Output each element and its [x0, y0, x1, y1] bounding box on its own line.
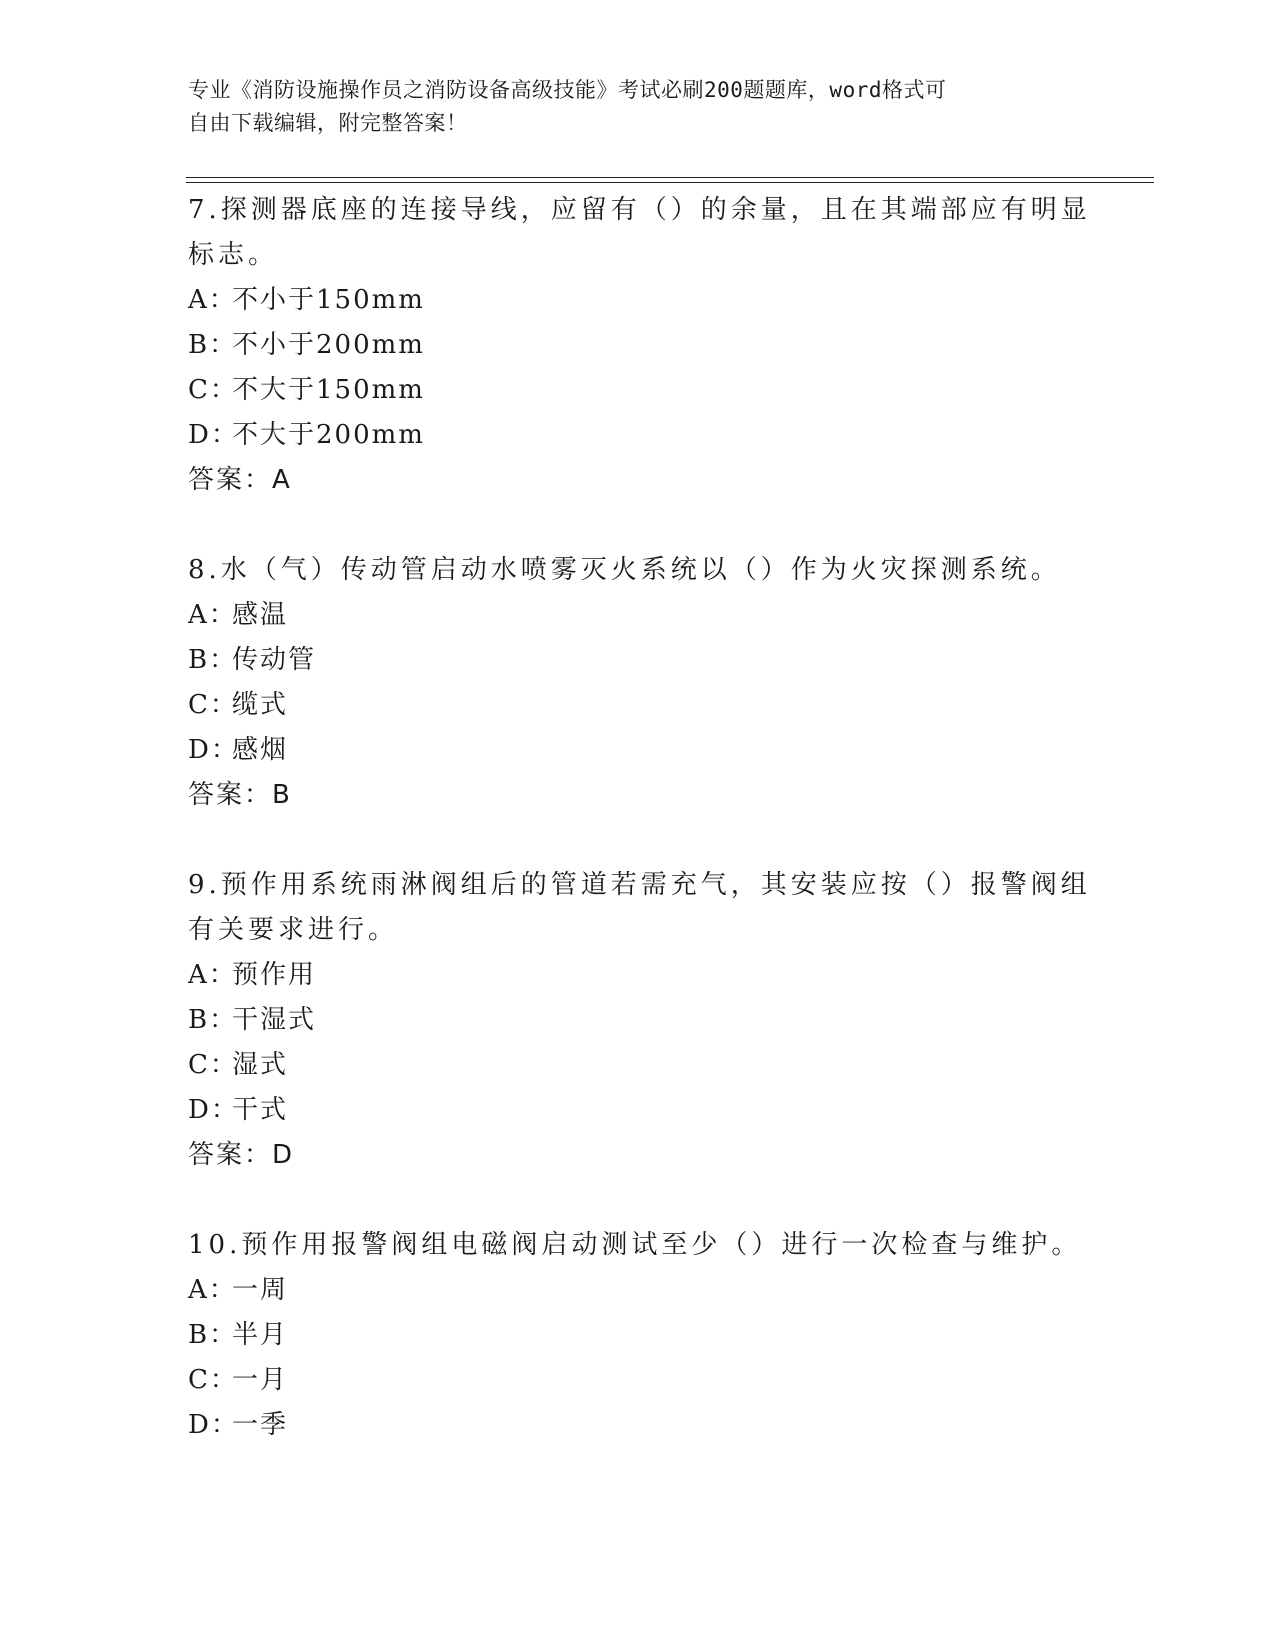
- spacer: [188, 1178, 1088, 1223]
- option-d: [188, 413, 1088, 458]
- answer-label: 答案：D: [188, 1140, 295, 1170]
- header-line-2: 自由下载编辑，附完整答案！: [188, 111, 468, 135]
- option-text: 干式: [232, 1095, 289, 1125]
- option-key: A：: [188, 285, 237, 315]
- question-8: [188, 548, 1088, 818]
- option-key: A：: [188, 1275, 237, 1305]
- option-c: [188, 1043, 1088, 1088]
- option-text: 一周: [232, 1275, 289, 1305]
- question-9: [188, 863, 1091, 1178]
- question-10: [188, 1223, 1088, 1448]
- question-stem: [188, 863, 1091, 953]
- option-text: 感温: [232, 600, 289, 630]
- option-key: D：: [188, 1410, 239, 1440]
- stem-line: 8.水（气）传动管启动水喷雾灭火系统以（）作为火灾探测系统。: [188, 555, 1061, 585]
- stem-line: 10.预作用报警阀组电磁阀启动测试至少（）进行一次检查与维护。: [188, 1230, 1082, 1260]
- header-divider-top: [186, 177, 1154, 178]
- question-list: [188, 188, 1091, 1448]
- option-a: [188, 1268, 1088, 1313]
- option-text: 感烟: [232, 735, 289, 765]
- option-key: A：: [188, 600, 237, 630]
- answer-label: 答案：B: [188, 780, 292, 810]
- option-key: C：: [188, 690, 238, 720]
- stem-line: 标志。: [188, 240, 279, 270]
- option-key: D：: [188, 1095, 239, 1125]
- option-a: [188, 953, 1088, 998]
- option-text: 干湿式: [232, 1005, 317, 1035]
- option-d: [188, 728, 1088, 773]
- stem-line: 9.预作用系统雨淋阀组后的管道若需充气，其安装应按（）报警阀组: [188, 870, 1091, 900]
- option-text: 一季: [232, 1410, 289, 1440]
- spacer: [188, 503, 1088, 548]
- stem-line: 有关要求进行。: [188, 915, 399, 945]
- option-key: C：: [188, 1050, 238, 1080]
- option-key: B：: [188, 1320, 238, 1350]
- option-text: 湿式: [232, 1050, 289, 1080]
- option-b: [188, 1313, 1088, 1358]
- question-7: [188, 188, 1091, 503]
- option-text: 不小于200mm: [232, 330, 425, 360]
- option-b: [188, 323, 1088, 368]
- option-text: 一月: [232, 1365, 289, 1395]
- option-key: B：: [188, 645, 238, 675]
- option-key: C：: [188, 1365, 238, 1395]
- option-key: A：: [188, 960, 237, 990]
- question-stem: [188, 548, 1088, 593]
- spacer: [188, 818, 1088, 863]
- header-divider-bottom: [186, 182, 1154, 183]
- option-c: [188, 368, 1088, 413]
- option-text: 不小于150mm: [232, 285, 425, 315]
- option-key: B：: [188, 1005, 238, 1035]
- option-text: 预作用: [232, 960, 317, 990]
- option-key: C：: [188, 375, 238, 405]
- question-stem: [188, 1223, 1088, 1268]
- option-d: [188, 1088, 1088, 1133]
- question-stem: [188, 188, 1091, 278]
- option-b: [188, 638, 1088, 683]
- option-d: [188, 1403, 1088, 1448]
- option-key: D：: [188, 420, 239, 450]
- option-text: 传动管: [232, 645, 317, 675]
- option-text: 缆式: [232, 690, 289, 720]
- stem-line: 7.探测器底座的连接导线，应留有（）的余量，且在其端部应有明显: [188, 195, 1091, 225]
- option-text: 半月: [232, 1320, 289, 1350]
- option-b: [188, 998, 1088, 1043]
- option-text: 不大于150mm: [232, 375, 425, 405]
- option-c: [188, 683, 1088, 728]
- option-text: 不大于200mm: [232, 420, 425, 450]
- header-line-1: 专业《消防设施操作员之消防设备高级技能》考试必刷200题题库，word格式可: [188, 78, 947, 102]
- option-key: B：: [188, 330, 238, 360]
- option-c: [188, 1358, 1088, 1403]
- option-a: [188, 593, 1088, 638]
- document-header: [188, 74, 1068, 140]
- answer-label: 答案：A: [188, 465, 292, 495]
- option-key: D：: [188, 735, 239, 765]
- option-a: [188, 278, 1088, 323]
